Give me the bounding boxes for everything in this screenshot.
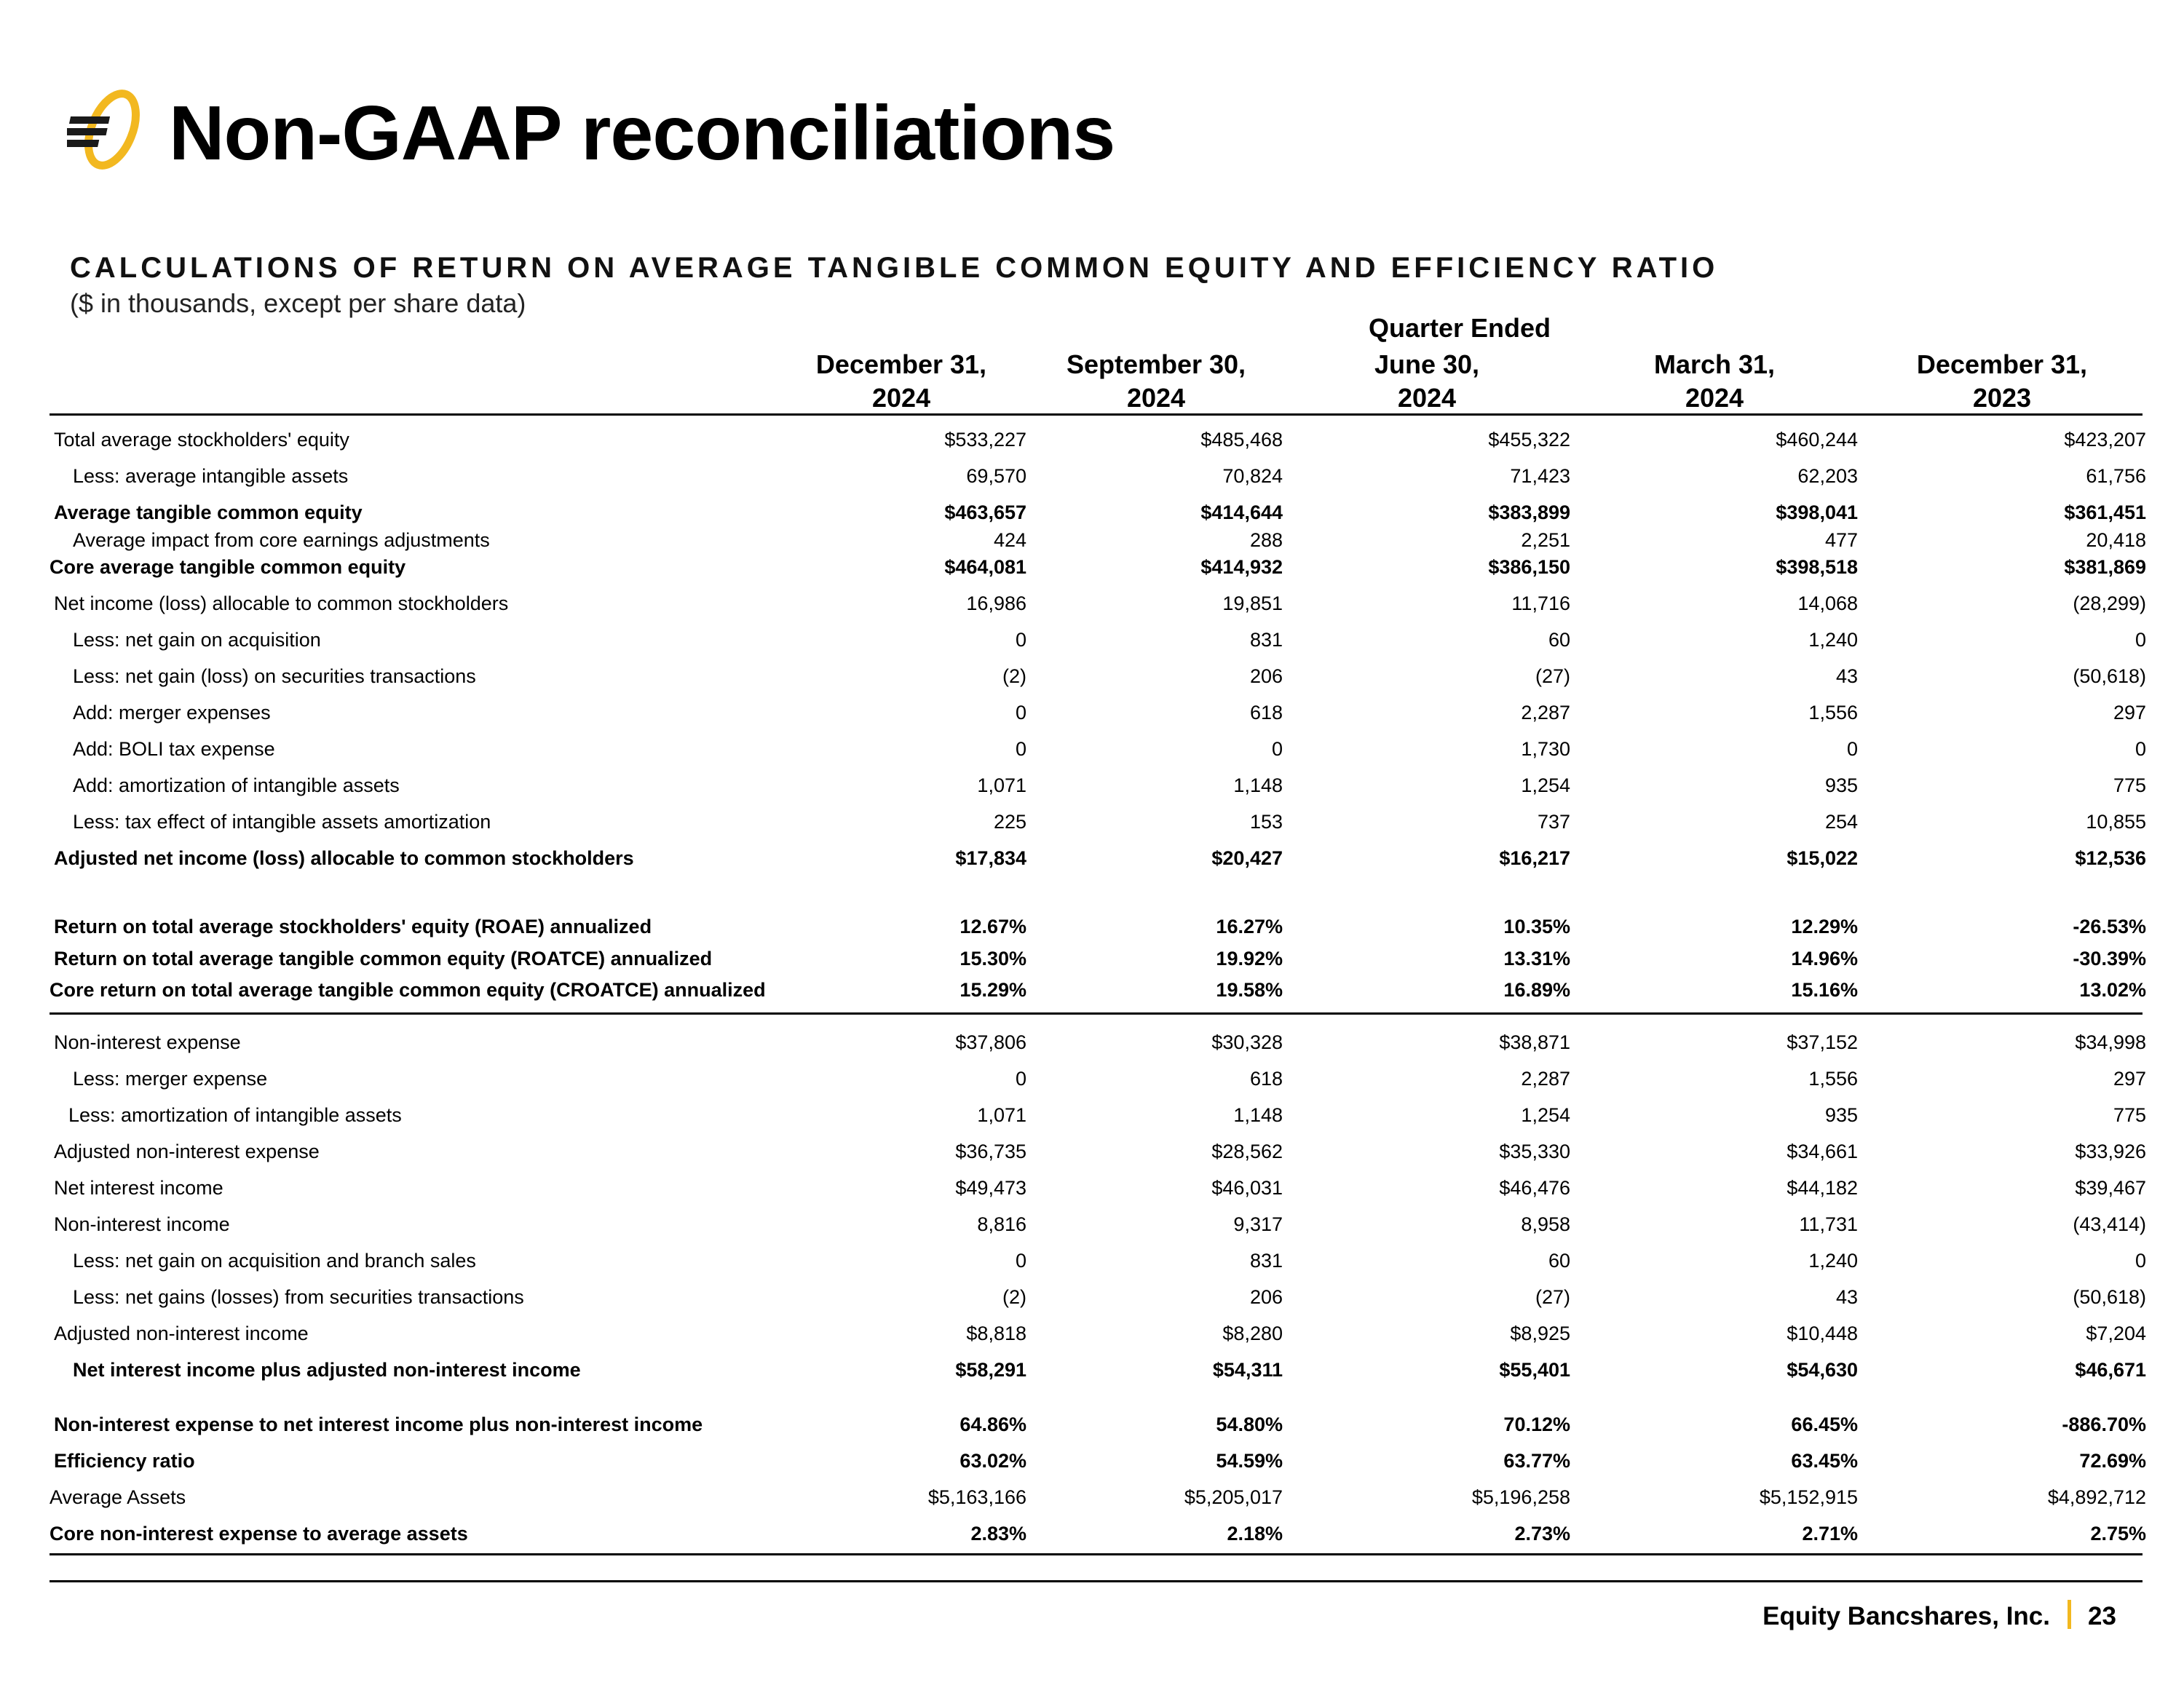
- table-cell: $46,031: [1211, 1177, 1283, 1199]
- table-row: [0, 1319, 2184, 1348]
- table-cell: 66.45%: [1791, 1414, 1858, 1435]
- table-cell: 60: [1548, 1250, 1570, 1272]
- table-row: [0, 1246, 2184, 1275]
- table-cell: 1,240: [1808, 1250, 1858, 1272]
- row-label: Return on total average tangible common equity (ROATCE) annualized: [54, 948, 713, 970]
- table-cell: 9,317: [1233, 1213, 1283, 1235]
- table-cell: 297: [2113, 702, 2146, 723]
- table-cell: 1,556: [1808, 702, 1858, 723]
- row-label: Less: net gain (loss) on securities transactions: [73, 665, 476, 687]
- column-header-year: 2023: [1972, 383, 2032, 413]
- table-cell: $46,671: [2075, 1359, 2146, 1381]
- table-cell: $20,427: [1211, 847, 1283, 869]
- table-cell: 2,287: [1521, 702, 1570, 723]
- table-cell: 1,254: [1521, 1104, 1570, 1126]
- table-cell: $54,311: [1212, 1359, 1283, 1381]
- table-cell: (50,618): [2073, 665, 2146, 687]
- table-cell: 297: [2113, 1068, 2146, 1090]
- table-cell: (27): [1535, 1286, 1570, 1308]
- table-cell: 43: [1835, 665, 1858, 687]
- table-cell: $414,644: [1200, 501, 1283, 523]
- table-cell: 2.83%: [970, 1523, 1026, 1545]
- row-label: Average impact from core earnings adjustments: [73, 529, 490, 551]
- row-label: Less: net gains (losses) from securities transactions: [73, 1286, 524, 1308]
- section-divider: [50, 1012, 2143, 1015]
- header-rule: [50, 413, 2143, 416]
- column-header: [1047, 348, 1265, 415]
- table-cell: $463,657: [944, 501, 1026, 523]
- table-cell: $386,150: [1488, 556, 1570, 578]
- table-cell: 15.16%: [1791, 979, 1858, 1001]
- table-cell: $38,871: [1499, 1031, 1570, 1053]
- table-cell: $49,473: [955, 1177, 1026, 1199]
- table-cell: 70,824: [1222, 465, 1283, 487]
- table-cell: 0: [1846, 738, 1858, 760]
- row-label: Net interest income plus adjusted non-interest income: [73, 1359, 581, 1381]
- table-cell: $30,328: [1211, 1031, 1283, 1053]
- table-cell: $44,182: [1787, 1177, 1858, 1199]
- table-cell: $533,227: [944, 429, 1026, 451]
- table-cell: 618: [1249, 702, 1283, 723]
- table-cell: 831: [1249, 1250, 1283, 1272]
- table-cell: 69,570: [966, 465, 1026, 487]
- row-label: Add: merger expenses: [73, 702, 271, 723]
- row-label: Core average tangible common equity: [50, 556, 406, 578]
- table-cell: $398,518: [1776, 556, 1858, 578]
- table-cell: 20,418: [2086, 529, 2146, 551]
- table-cell: (43,414): [2073, 1213, 2146, 1235]
- column-header-date: December 31,: [1916, 349, 2088, 379]
- table-cell: 63.45%: [1791, 1450, 1858, 1472]
- row-label: Efficiency ratio: [54, 1450, 195, 1472]
- row-label: Core non-interest expense to average assets: [50, 1523, 468, 1545]
- table-cell: 19.92%: [1216, 948, 1283, 970]
- row-label: Non-interest expense: [54, 1031, 241, 1053]
- column-header-date: March 31,: [1653, 349, 1776, 379]
- table-cell: 206: [1249, 1286, 1283, 1308]
- table-row: [0, 1410, 2184, 1439]
- table-cell: 1,556: [1808, 1068, 1858, 1090]
- table-cell: $485,468: [1200, 429, 1283, 451]
- table-cell: $8,925: [1510, 1323, 1570, 1344]
- table-row: [0, 1446, 2184, 1475]
- table-cell: 16,986: [966, 592, 1026, 614]
- table-bottom-rule: [50, 1553, 2143, 1555]
- table-cell: $12,536: [2075, 847, 2146, 869]
- table-row: [0, 1173, 2184, 1202]
- row-label: Total average stockholders' equity: [54, 429, 349, 451]
- table-cell: 2.18%: [1227, 1523, 1283, 1545]
- table-cell: -30.39%: [2073, 948, 2146, 970]
- table-cell: 2,287: [1521, 1068, 1570, 1090]
- table-cell: $10,448: [1787, 1323, 1858, 1344]
- table-cell: 62,203: [1797, 465, 1858, 487]
- table-cell: 61,756: [2086, 465, 2146, 487]
- table-cell: $5,152,915: [1759, 1486, 1858, 1508]
- table-cell: 54.80%: [1216, 1414, 1283, 1435]
- table-cell: 60: [1548, 629, 1570, 651]
- row-label: Add: amortization of intangible assets: [73, 774, 400, 796]
- company-logo-icon: [67, 86, 147, 175]
- table-row: [0, 1282, 2184, 1312]
- column-header-year: 2024: [871, 383, 931, 413]
- table-cell: $37,152: [1787, 1031, 1858, 1053]
- table-cell: (27): [1535, 665, 1570, 687]
- table-cell: 8,816: [977, 1213, 1026, 1235]
- table-cell: 477: [1824, 529, 1858, 551]
- quarter-ended-header: Quarter Ended: [1368, 313, 1551, 343]
- table-cell: 1,730: [1521, 738, 1570, 760]
- table-cell: 15.30%: [960, 948, 1026, 970]
- page-number: 23: [2088, 1602, 2116, 1630]
- column-header-date: September 30,: [1066, 349, 1246, 379]
- table-cell: 54.59%: [1216, 1450, 1283, 1472]
- table-cell: 16.27%: [1216, 916, 1283, 937]
- table-row: [0, 771, 2184, 800]
- table-cell: 618: [1249, 1068, 1283, 1090]
- table-cell: 1,148: [1233, 774, 1283, 796]
- footer-company-name: [1762, 1598, 2050, 1635]
- table-cell: 19,851: [1222, 592, 1283, 614]
- table-cell: 12.67%: [960, 916, 1026, 937]
- table-cell: 71,423: [1510, 465, 1570, 487]
- table-cell: $5,205,017: [1184, 1486, 1283, 1508]
- table-cell: $46,476: [1499, 1177, 1570, 1199]
- column-header: [792, 348, 1010, 415]
- table-row: [0, 975, 2184, 1004]
- table-cell: $34,998: [2075, 1031, 2146, 1053]
- column-header-year: 2024: [1126, 383, 1186, 413]
- section-title: CALCULATIONS OF RETURN ON AVERAGE TANGIBLE COMMON EQUITY AND EFFICIENCY RATIO: [70, 252, 1719, 284]
- table-cell: $58,291: [955, 1359, 1026, 1381]
- company-name: Equity Bancshares, Inc.: [1762, 1602, 2050, 1630]
- table-cell: 12.29%: [1791, 916, 1858, 937]
- table-cell: $39,467: [2075, 1177, 2146, 1199]
- row-label: Net interest income: [54, 1177, 223, 1199]
- table-row: [0, 1355, 2184, 1384]
- row-label: Core return on total average tangible common equity (CROATCE) annualized: [50, 979, 766, 1001]
- table-cell: 16.89%: [1503, 979, 1570, 1001]
- table-cell: $7,204: [2086, 1323, 2146, 1344]
- table-cell: $15,022: [1787, 847, 1858, 869]
- table-row: [0, 461, 2184, 491]
- table-row: [0, 662, 2184, 691]
- table-row: [0, 807, 2184, 836]
- table-cell: $33,926: [2075, 1141, 2146, 1162]
- row-label: Less: tax effect of intangible assets amortization: [73, 811, 491, 833]
- row-label: Net income (loss) allocable to common stockholders: [54, 592, 509, 614]
- table-cell: $37,806: [955, 1031, 1026, 1053]
- column-header: [1605, 348, 1824, 415]
- table-cell: 424: [993, 529, 1026, 551]
- table-row: [0, 912, 2184, 941]
- table-cell: 0: [1015, 1068, 1026, 1090]
- table-cell: 1,240: [1808, 629, 1858, 651]
- table-cell: 935: [1824, 774, 1858, 796]
- row-label: Average tangible common equity: [54, 501, 363, 523]
- table-cell: 153: [1249, 811, 1283, 833]
- table-cell: $5,163,166: [927, 1486, 1026, 1508]
- table-cell: 0: [1271, 738, 1283, 760]
- row-label: Less: net gain on acquisition: [73, 629, 321, 651]
- table-cell: 13.02%: [2079, 979, 2146, 1001]
- table-cell: 63.77%: [1503, 1450, 1570, 1472]
- table-row: [0, 1101, 2184, 1130]
- table-cell: (2): [1002, 1286, 1026, 1308]
- table-cell: $464,081: [944, 556, 1026, 578]
- column-header: [1318, 348, 1536, 415]
- table-cell: 19.58%: [1216, 979, 1283, 1001]
- table-cell: $5,196,258: [1471, 1486, 1570, 1508]
- table-cell: $383,899: [1488, 501, 1570, 523]
- units-subtitle: ($ in thousands, except per share data): [70, 288, 526, 318]
- table-cell: 10,855: [2086, 811, 2146, 833]
- table-cell: 0: [1015, 702, 1026, 723]
- table-cell: 2.75%: [2090, 1523, 2146, 1545]
- footer-divider-bar: [2068, 1600, 2071, 1629]
- table-cell: 775: [2113, 1104, 2146, 1126]
- table-row: [0, 734, 2184, 764]
- table-cell: 1,071: [977, 1104, 1026, 1126]
- table-cell: 14,068: [1797, 592, 1858, 614]
- table-row: [0, 1519, 2184, 1548]
- table-cell: $54,630: [1787, 1359, 1858, 1381]
- table-cell: $8,818: [966, 1323, 1026, 1344]
- table-row: [0, 1064, 2184, 1093]
- table-row: [0, 1137, 2184, 1166]
- table-cell: $16,217: [1499, 847, 1570, 869]
- table-cell: 1,071: [977, 774, 1026, 796]
- table-row: [0, 526, 2184, 555]
- table-cell: $8,280: [1222, 1323, 1283, 1344]
- row-label: Adjusted non-interest income: [54, 1323, 309, 1344]
- table-cell: $55,401: [1499, 1359, 1570, 1381]
- table-cell: 0: [2134, 1250, 2146, 1272]
- table-cell: 254: [1824, 811, 1858, 833]
- table-cell: 1,254: [1521, 774, 1570, 796]
- table-row: [0, 625, 2184, 654]
- table-cell: $455,322: [1488, 429, 1570, 451]
- table-cell: (28,299): [2073, 592, 2146, 614]
- table-cell: 775: [2113, 774, 2146, 796]
- row-label: Average Assets: [50, 1486, 186, 1508]
- row-label: Less: merger expense: [73, 1068, 268, 1090]
- table-cell: 0: [1015, 738, 1026, 760]
- table-cell: 737: [1537, 811, 1570, 833]
- column-header-date: June 30,: [1374, 349, 1480, 379]
- table-row: [0, 698, 2184, 727]
- table-cell: 70.12%: [1503, 1414, 1570, 1435]
- column-header-year: 2024: [1397, 383, 1457, 413]
- table-row: [0, 425, 2184, 454]
- table-cell: 0: [1015, 629, 1026, 651]
- table-cell: $398,041: [1776, 501, 1858, 523]
- table-cell: (50,618): [2073, 1286, 2146, 1308]
- footer-rule: [50, 1580, 2143, 1582]
- table-cell: 43: [1835, 1286, 1858, 1308]
- table-cell: $460,244: [1776, 429, 1858, 451]
- row-label: Adjusted non-interest expense: [54, 1141, 320, 1162]
- table-row: [0, 844, 2184, 873]
- table-cell: $423,207: [2064, 429, 2146, 451]
- column-header-year: 2024: [1685, 383, 1744, 413]
- table-row: [0, 1483, 2184, 1512]
- row-label: Less: net gain on acquisition and branch sales: [73, 1250, 476, 1272]
- row-label: Non-interest income: [54, 1213, 230, 1235]
- table-cell: 288: [1249, 529, 1283, 551]
- table-cell: 1,148: [1233, 1104, 1283, 1126]
- column-header: [1893, 348, 2111, 415]
- table-cell: 72.69%: [2079, 1450, 2146, 1472]
- table-cell: $4,892,712: [2047, 1486, 2146, 1508]
- table-cell: 2.73%: [1514, 1523, 1570, 1545]
- table-cell: 8,958: [1521, 1213, 1570, 1235]
- row-label: Less: amortization of intangible assets: [68, 1104, 402, 1126]
- table-cell: 10.35%: [1503, 916, 1570, 937]
- table-row: [0, 552, 2184, 582]
- page-title: Non-GAAP reconciliations: [169, 90, 1115, 176]
- column-header-date: December 31,: [815, 349, 987, 379]
- table-row: [0, 1028, 2184, 1057]
- row-label: Return on total average stockholders' equity (ROAE) annualized: [54, 916, 652, 937]
- row-label: Less: average intangible assets: [73, 465, 349, 487]
- table-cell: 0: [2134, 629, 2146, 651]
- table-cell: 2,251: [1521, 529, 1570, 551]
- table-cell: $28,562: [1211, 1141, 1283, 1162]
- table-row: [0, 589, 2184, 618]
- table-cell: 0: [1015, 1250, 1026, 1272]
- table-cell: $35,330: [1499, 1141, 1570, 1162]
- table-cell: $381,869: [2064, 556, 2146, 578]
- table-cell: 935: [1824, 1104, 1858, 1126]
- table-row: [0, 1210, 2184, 1239]
- table-cell: 63.02%: [960, 1450, 1026, 1472]
- table-cell: 0: [2134, 738, 2146, 760]
- row-label: Adjusted net income (loss) allocable to common stockholders: [54, 847, 634, 869]
- table-cell: 225: [993, 811, 1026, 833]
- table-cell: 2.71%: [1802, 1523, 1858, 1545]
- table-cell: $34,661: [1787, 1141, 1858, 1162]
- table-cell: $36,735: [955, 1141, 1026, 1162]
- table-cell: $414,932: [1200, 556, 1283, 578]
- table-cell: -886.70%: [2062, 1414, 2146, 1435]
- table-cell: $361,451: [2064, 501, 2146, 523]
- table-cell: 13.31%: [1503, 948, 1570, 970]
- table-cell: 206: [1249, 665, 1283, 687]
- table-row: [0, 944, 2184, 973]
- row-label: Non-interest expense to net interest income plus non-interest income: [54, 1414, 703, 1435]
- table-cell: 14.96%: [1791, 948, 1858, 970]
- table-cell: -26.53%: [2073, 916, 2146, 937]
- table-cell: 11,716: [1511, 592, 1570, 614]
- table-cell: 15.29%: [960, 979, 1026, 1001]
- table-cell: (2): [1002, 665, 1026, 687]
- table-row: [0, 498, 2184, 527]
- table-cell: 11,731: [1799, 1213, 1858, 1235]
- row-label: Add: BOLI tax expense: [73, 738, 275, 760]
- table-cell: 831: [1249, 629, 1283, 651]
- table-cell: 64.86%: [960, 1414, 1026, 1435]
- table-cell: $17,834: [955, 847, 1026, 869]
